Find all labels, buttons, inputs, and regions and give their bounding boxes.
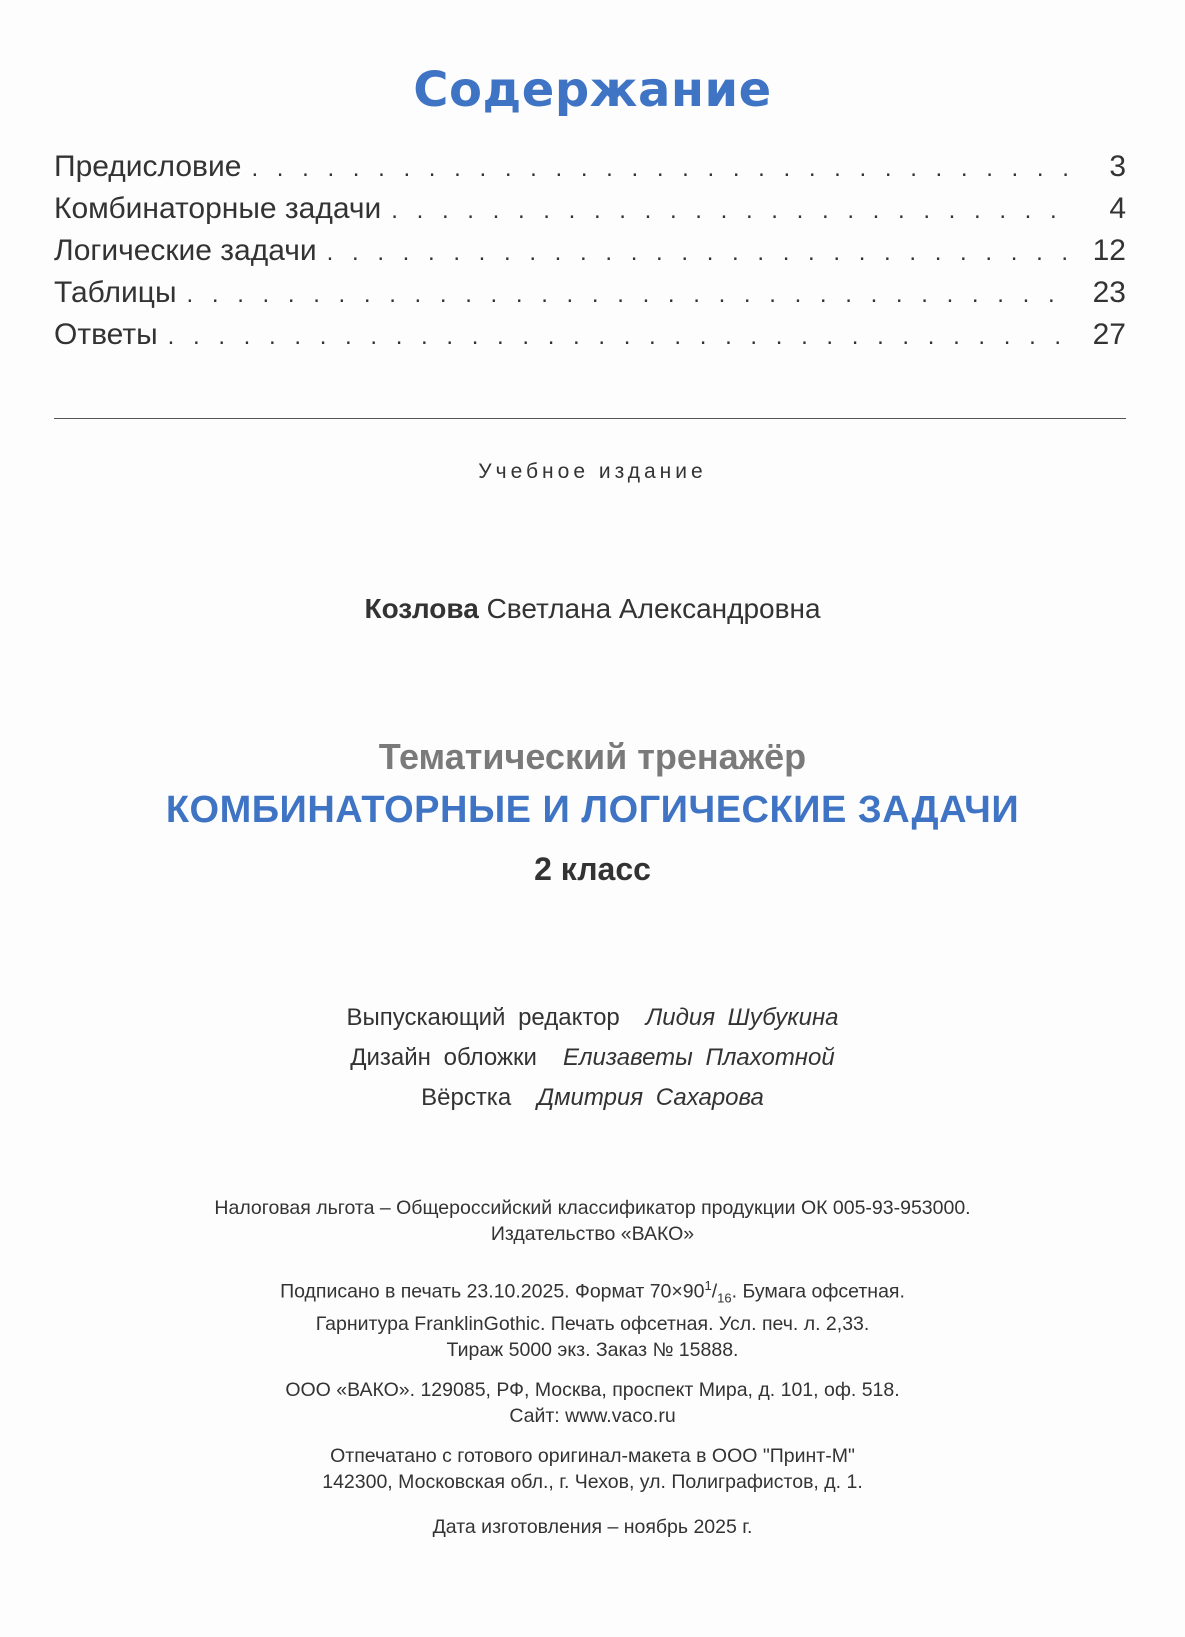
toc-entry-label: Комбинаторные задачи	[54, 192, 382, 225]
imprint-tax-block	[0, 1195, 1185, 1247]
toc-entry-page: 23	[1092, 276, 1126, 309]
author-name	[0, 593, 1185, 625]
imprint-printer-address: 142300, Московская обл., г. Чехов, ул. Полиграфистов, д. 1.	[322, 1471, 863, 1493]
credit-line	[0, 1038, 1185, 1078]
toc-entry-page: 3	[1109, 150, 1126, 183]
imprint-address-block	[0, 1377, 1185, 1429]
edition-type: Учебное издание	[478, 460, 707, 483]
imprint-date: Дата изготовления – ноябрь 2025 г.	[432, 1516, 753, 1538]
section-divider	[54, 418, 1126, 419]
book-subtitle: Тематический тренажёр	[378, 736, 807, 777]
toc-entry[interactable]	[54, 318, 1126, 360]
format-numerator: 1	[704, 1278, 712, 1293]
toc-entry-label: Логические задачи	[54, 234, 317, 267]
format-slash: /	[711, 1280, 718, 1303]
credit-name: Елизаветы Плахотной	[562, 1044, 835, 1071]
imprint-print-post: . Бумага офсетная.	[731, 1280, 905, 1303]
toc-entry[interactable]	[54, 276, 1126, 318]
author-surname: Козлова	[364, 593, 479, 624]
toc-entry[interactable]	[54, 192, 1126, 234]
toc-entry-page: 27	[1092, 318, 1126, 351]
imprint-site[interactable]: Сайт: www.vaco.ru	[509, 1405, 676, 1427]
imprint-run: Тираж 5000 экз. Заказ № 15888.	[446, 1339, 739, 1362]
book-grade: 2 класс	[534, 851, 651, 887]
credit-name: Дмитрия Сахарова	[537, 1084, 764, 1111]
toc-entry[interactable]	[54, 234, 1126, 276]
author-given-names: Светлана Александровна	[486, 593, 821, 624]
imprint-address: ООО «ВАКО». 129085, РФ, Москва, проспект Мира, д. 101, оф. 518.	[285, 1379, 900, 1401]
credit-name: Лидия Шубукина	[645, 1004, 839, 1031]
toc-entry-label: Предисловие	[54, 150, 242, 183]
toc-entry-label: Ответы	[54, 318, 158, 351]
imprint-print-block	[0, 1273, 1185, 1363]
toc-title: Содержание	[413, 62, 772, 118]
credit-line	[0, 998, 1185, 1038]
imprint-printer: Отпечатано с готового оригинал-макета в ООО "Принт-М"	[330, 1445, 855, 1467]
book-title: КОМБИНАТОРНЫЕ И ЛОГИЧЕСКИЕ ЗАДАЧИ	[165, 789, 1020, 831]
imprint-tax: Налоговая льгота – Общероссийский классификатор продукции ОК 005-93-953000.	[214, 1197, 971, 1219]
imprint-print-pre: Подписано в печать 23.10.2025. Формат 70×90	[280, 1280, 705, 1303]
toc-dot-leader	[327, 239, 1068, 267]
table-of-contents	[54, 150, 1126, 360]
toc-entry[interactable]	[54, 150, 1126, 192]
toc-dot-leader	[251, 155, 1068, 183]
imprint-publisher: Издательство «ВАКО»	[490, 1223, 695, 1245]
toc-entry-page: 4	[1109, 192, 1126, 225]
toc-dot-leader	[391, 197, 1068, 225]
imprint-printer-block	[0, 1443, 1185, 1495]
format-denominator: 16	[717, 1290, 732, 1306]
imprint-typeface: Гарнитура FranklinGothic. Печать офсетная. Усл. печ. л. 2,33.	[315, 1313, 870, 1336]
credit-line	[0, 1078, 1185, 1118]
imprint-print-line	[0, 1273, 1185, 1311]
toc-dot-leader	[168, 323, 1068, 351]
credit-role: Вёрстка	[421, 1084, 512, 1111]
toc-entry-label: Таблицы	[54, 276, 177, 309]
toc-dot-leader	[187, 281, 1068, 309]
credit-role: Выпускающий редактор	[346, 1004, 620, 1031]
toc-entry-page: 12	[1092, 234, 1126, 267]
credit-role: Дизайн обложки	[350, 1044, 537, 1071]
credits	[0, 998, 1185, 1118]
